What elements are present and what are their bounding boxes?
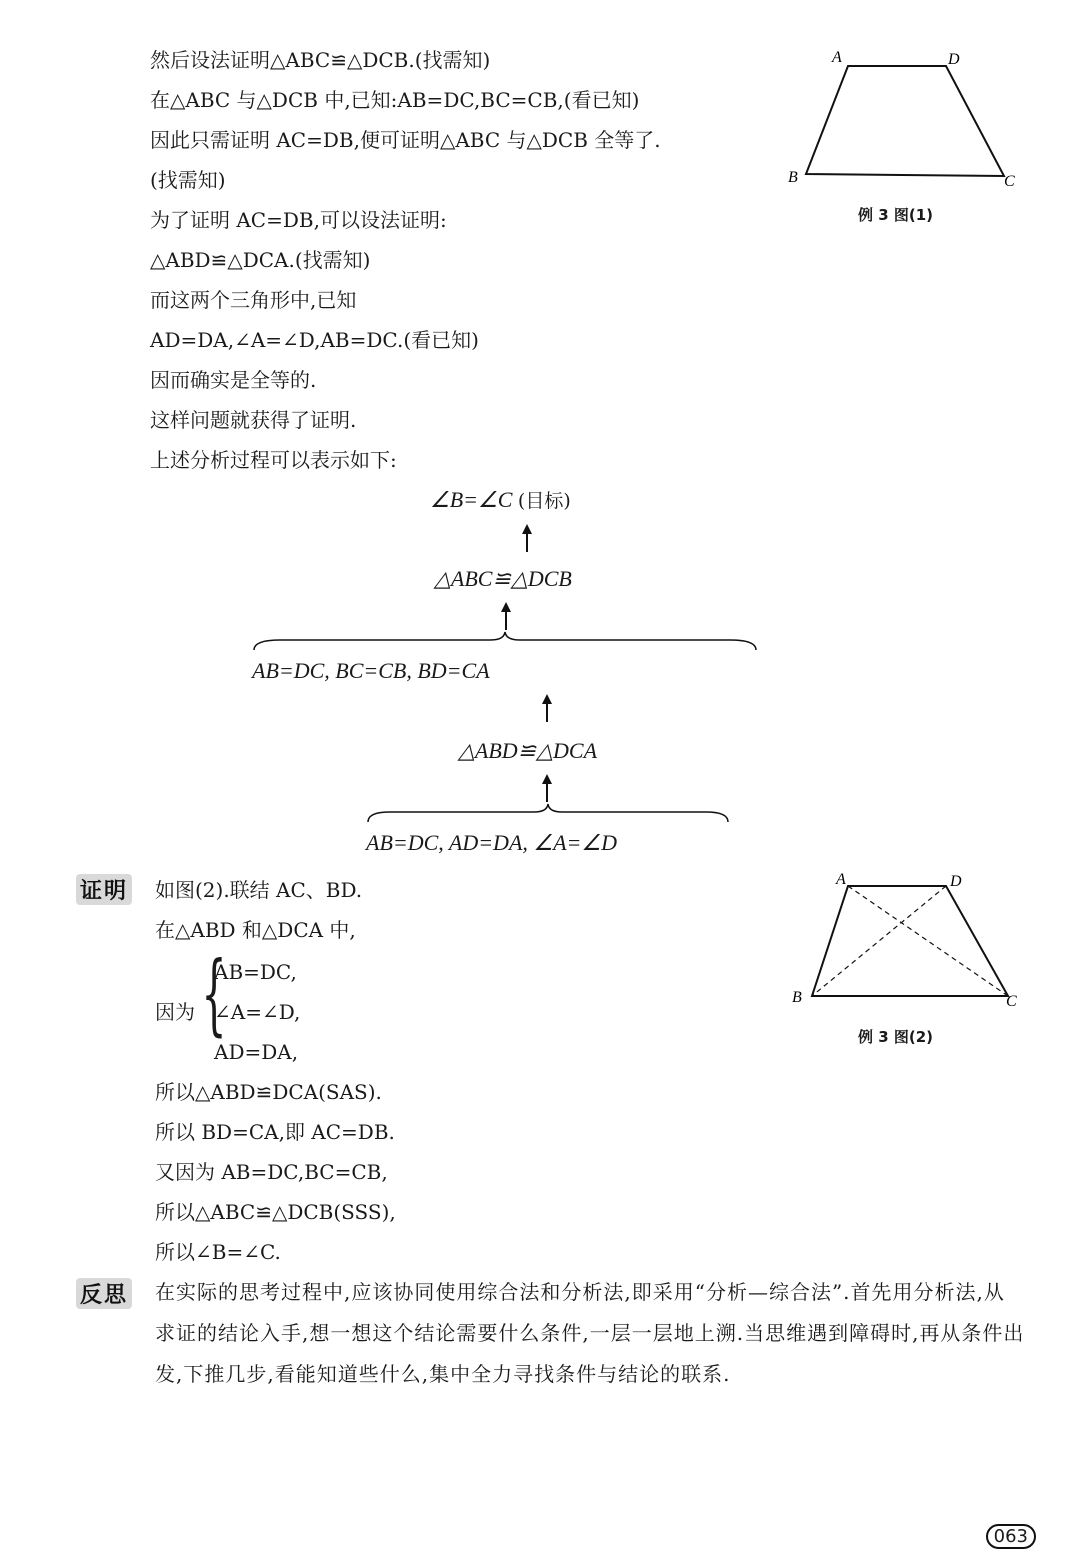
figure-2-label-a: A — [836, 871, 846, 888]
brace-2 — [364, 802, 734, 824]
chain-row-2: AB=DC, AD=DA, ∠A=∠D — [366, 830, 618, 855]
proof-condition-3: AD=DA, — [214, 1040, 299, 1064]
proof-line-7: 所以∠B=∠C. — [155, 1240, 281, 1264]
figure-1-label-d: D — [948, 51, 960, 68]
reflection-text: 在实际的思考过程中,应该协同使用综合法和分析法,即采用“分析—综合法”.首先用分析法,从求证的结论入手,想一想这个结论需要什么条件,一层一层地上溯.当思维遇到障碍时,再从条件出发,下推几步,看能知道些什么,集中全力寻找条件与结论的联系. — [155, 1280, 1025, 1386]
chain-arrow-1 — [526, 532, 528, 552]
line-1: 然后设法证明△ABC≌△DCB.(找需知) — [150, 48, 491, 72]
brace-1 — [250, 630, 760, 652]
proof-condition-1: AB=DC, — [214, 960, 297, 984]
chain-row-1: AB=DC, BC=CB, BD=CA — [252, 658, 490, 683]
page-number: 063 — [986, 1524, 1036, 1549]
line-6: △ABD≌△DCA.(找需知) — [150, 248, 371, 272]
proof-because: 因为 — [155, 1000, 195, 1024]
line-8: AD=DA,∠A=∠D,AB=DC.(看已知) — [150, 328, 479, 352]
proof-line-5: 又因为 AB=DC,BC=CB, — [155, 1160, 388, 1184]
chain-goal-text: ∠B=∠C — [430, 487, 513, 512]
line-2: 在△ABC 与△DCB 中,已知:AB=DC,BC=CB,(看已知) — [150, 88, 640, 112]
line-7: 而这两个三角形中,已知 — [150, 288, 357, 312]
proof-line-4: 所以 BD=CA,即 AC=DB. — [155, 1120, 395, 1144]
figure-1-caption: 例 3 图(1) — [858, 206, 934, 224]
chain-step-1: △ABC≌△DCB — [434, 566, 572, 591]
figure-2-caption: 例 3 图(2) — [858, 1028, 934, 1046]
line-5: 为了证明 AC=DB,可以设法证明: — [150, 208, 447, 232]
proof-line-2: 在△ABD 和△DCA 中, — [155, 918, 356, 942]
chain-step-2: △ABD≌△DCA — [458, 738, 598, 763]
chain-arrow-4 — [546, 782, 548, 802]
chain-arrow-2 — [505, 610, 507, 630]
figure-1-label-c: C — [1004, 173, 1015, 190]
proof-line-6: 所以△ABC≌△DCB(SSS), — [155, 1200, 396, 1224]
proof-line-3: 所以△ABD≌DCA(SAS). — [155, 1080, 382, 1104]
proof-line-1: 如图(2).联结 AC、BD. — [155, 878, 363, 902]
chain-arrow-3 — [546, 702, 548, 722]
line-3: 因此只需证明 AC=DB,便可证明△ABC 与△DCB 全等了. — [150, 128, 661, 152]
figure-2-label-b: B — [792, 989, 802, 1006]
figure-1-label-b: B — [788, 169, 798, 186]
line-10: 这样问题就获得了证明. — [150, 408, 357, 432]
chain-goal — [430, 486, 571, 513]
proof-condition-2: ∠A=∠D, — [214, 1000, 301, 1024]
figure-2-label-c: C — [1006, 993, 1017, 1010]
proof-label: 证明 — [76, 874, 132, 905]
figure-2-trapezoid — [784, 866, 1044, 1016]
proof-system-brace: { — [201, 942, 227, 1045]
figure-1-trapezoid — [780, 40, 1040, 200]
figure-1-label-a: A — [832, 49, 842, 66]
figure-2-label-d: D — [950, 873, 962, 890]
line-4: (找需知) — [150, 168, 226, 192]
reflection-label: 反思 — [76, 1278, 132, 1309]
chain-goal-note: (目标) — [517, 490, 571, 512]
line-11: 上述分析过程可以表示如下: — [150, 448, 397, 472]
line-9: 因而确实是全等的. — [150, 368, 317, 392]
